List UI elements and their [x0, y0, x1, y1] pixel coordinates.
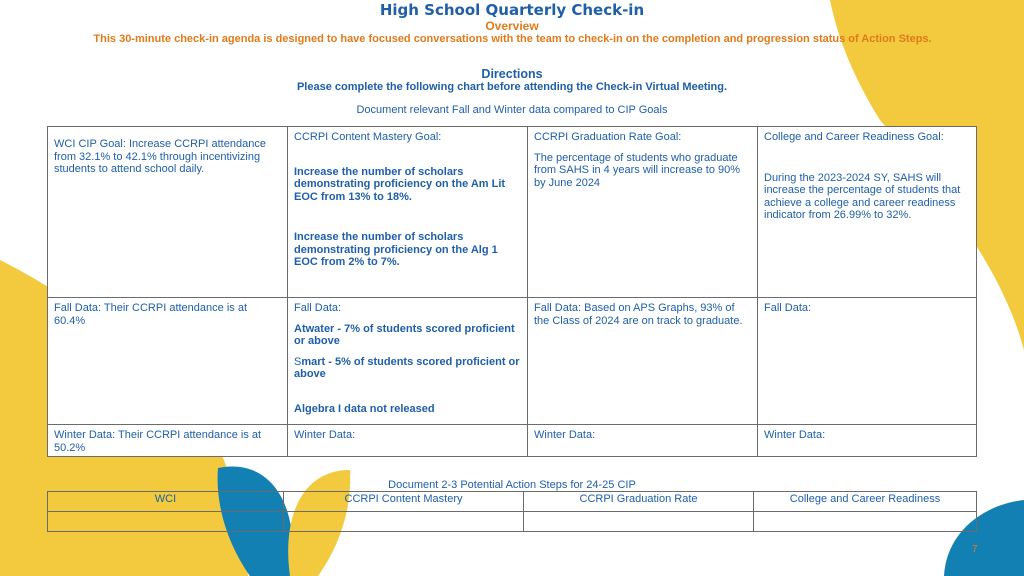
directions-title: Directions: [481, 67, 543, 81]
ccr-fall-cell: [757, 297, 977, 425]
action-col-graduation-rate: CCRPI Graduation Rate: [523, 491, 754, 512]
action-cell-ccr[interactable]: [753, 511, 977, 532]
ccr-winter-text: Winter Data:: [764, 429, 826, 441]
ccr-goal-label: College and Career Readiness Goal:: [764, 131, 944, 143]
ccr-goal-cell: [757, 126, 977, 298]
content-mastery-goal-alg: Increase the number of scholars demonstrating proficiency on the Alg 1 EOC from 2% to 7%.: [294, 231, 498, 268]
graduation-rate-winter-text: Winter Data:: [534, 429, 596, 441]
action-steps-heading: Document 2-3 Potential Action Steps for 24-25 CIP: [388, 479, 636, 491]
wci-goal-text: WCI CIP Goal: Increase CCRPI attendance from 32.1% to 42.1% through incentivizing students to attend school daily.: [54, 138, 266, 175]
graduation-rate-goal-label: CCRPI Graduation Rate Goal:: [534, 131, 682, 143]
directions-text: Please complete the following chart before attending the Check-in Virtual Meeting.: [296, 81, 728, 93]
action-cell-content-mastery[interactable]: [283, 511, 524, 532]
smart-initial: S: [294, 355, 302, 368]
content-mastery-winter-text: Winter Data:: [294, 429, 356, 441]
graduation-rate-fall-text: Fall Data: Based on APS Graphs, 93% of the Class of 2024 are on track to graduate.: [534, 302, 743, 327]
wci-goal-cell: [47, 126, 288, 298]
action-cell-graduation-rate[interactable]: [523, 511, 754, 532]
graduation-rate-winter-cell: [527, 424, 758, 457]
content-mastery-fall-smart: [294, 356, 521, 381]
graduation-rate-goal-cell: [527, 126, 758, 298]
action-col-wci: WCI: [47, 491, 284, 512]
document-note: Document relevant Fall and Winter data compared to CIP Goals: [356, 104, 668, 116]
content-mastery-fall-atwater: Atwater - 7% of students scored proficient or above: [294, 322, 515, 347]
content-mastery-goal-am-lit: Increase the number of scholars demonstrating proficiency on the Am Lit EOC from 13% to 18%.: [294, 165, 506, 203]
content-mastery-goal-cell: [287, 126, 528, 298]
wci-winter-cell: [47, 424, 288, 457]
page-number: 7: [972, 544, 978, 555]
action-cell-wci[interactable]: [47, 511, 284, 532]
intro-text: This 30-minute check-in agenda is designed to have focused conversations with the team to check-in on the completion and progression status of Action Steps.: [93, 33, 932, 45]
content-mastery-fall-label: Fall Data:: [294, 302, 342, 314]
graduation-rate-fall-cell: [527, 297, 758, 425]
graduation-rate-goal-text: The percentage of students who graduate from SAHS in 4 years will increase to 90% by June 2024: [534, 151, 741, 189]
page-title: High School Quarterly Check-in: [379, 1, 645, 19]
content-mastery-fall-cell: [287, 297, 528, 425]
wci-winter-text: Winter Data: Their CCRPI attendance is at 50.2%: [54, 429, 262, 454]
action-col-content-mastery: CCRPI Content Mastery: [283, 491, 524, 512]
action-col-ccr: College and Career Readiness: [753, 491, 977, 512]
wci-fall-cell: [47, 297, 288, 425]
ccr-fall-text: Fall Data:: [764, 302, 812, 314]
ccr-goal-text: During the 2023-2024 SY, SAHS will increase the percentage of students that achieve a college and career readiness indicator from 26.99% to 32%.: [764, 171, 961, 221]
content-mastery-fall-algebra: Algebra I data not released: [294, 402, 435, 415]
wci-fall-text: Fall Data: Their CCRPI attendance is at 60.4%: [54, 302, 247, 327]
smart-rest: mart - 5% of students scored proficient or above: [294, 355, 520, 380]
page-subtitle: Overview: [485, 19, 539, 33]
ccr-winter-cell: [757, 424, 977, 457]
content-mastery-goal-label: CCRPI Content Mastery Goal:: [294, 131, 442, 143]
content-mastery-winter-cell: [287, 424, 528, 457]
